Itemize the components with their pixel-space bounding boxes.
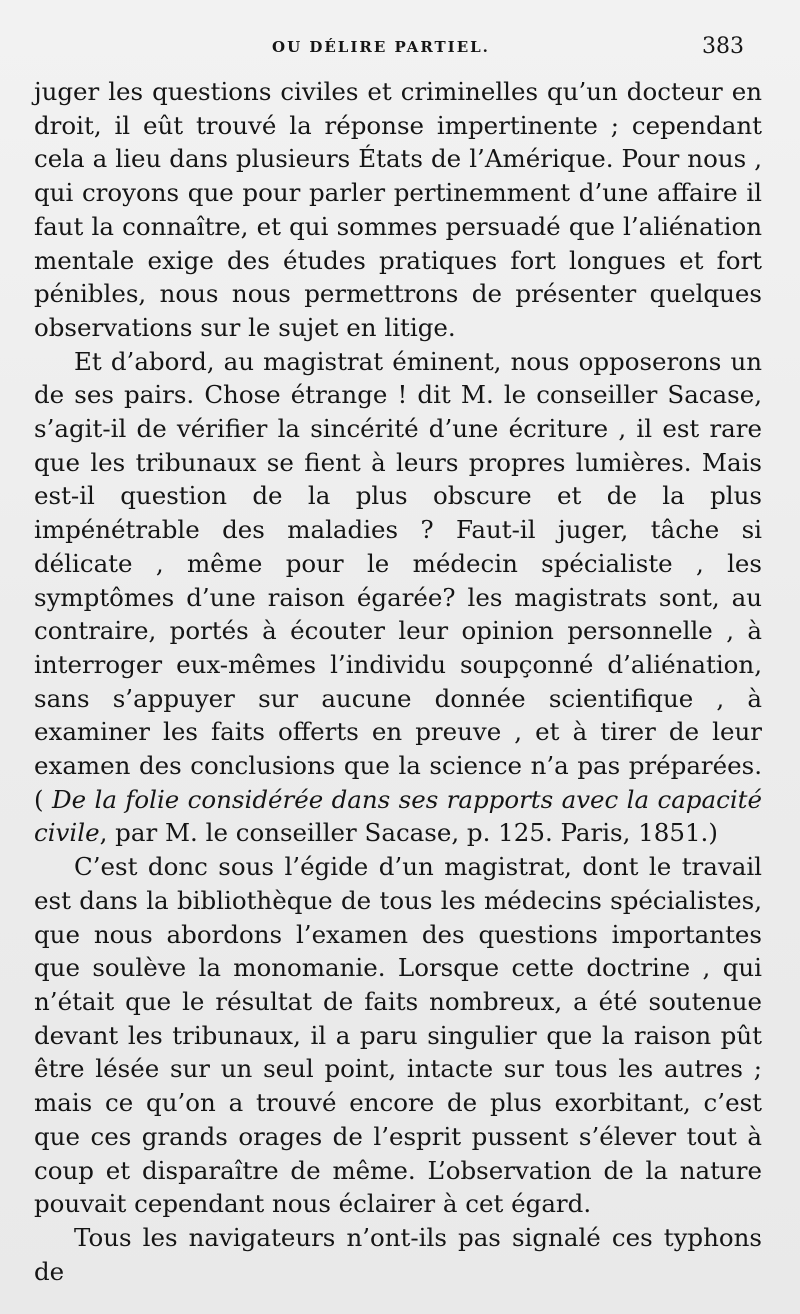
paragraph-text: juger les questions civiles et criminelles qu’un docteur en droit, il eût trouvé la réponse impertinente ; cependant cela a lieu dans plusieurs États de l’Amérique. Pour nous , qui croyons que pour parler pertinemment d’une affaire il faut la connaître, et qui sommes persuadé que l’aliénation mentale exige des études pratiques fort longues et fort pénibles, nous nous permettrons de présenter quelques observations sur le sujet en litige. [34,77,762,342]
paragraph-p3 [34,850,762,1221]
paragraph-text: Tous les navigateurs n’ont-ils pas signalé ces typhons de [34,1222,762,1286]
italic-citation: De la folie considérée dans ses rapports avec la capacité civile [34,784,762,848]
paragraph-text: Et d’abord, au magistrat éminent, nous opposerons un de ses pairs. Chose étrange ! dit M. le conseiller Sacase, s’agit-il de vérifier la sincérité d’une écriture , il est rare que les tribunaux se fient à leurs propres lumières. Mais est-il question de la plus obscure et de la plus impénétrable des maladies ? Faut-il juger, tâche si délicate , même pour le médecin spécialiste , les symptômes d’une raison égarée? les magistrats sont, au contraire, portés à écouter leur opinion personnelle , à interroger eux-mêmes l’individu soupçonné d’aliénation, sans s’appuyer sur aucune donnée scientifique , à examiner les faits offerts en preuve , et à tirer de leur examen des conclusions que la science n’a pas préparées. ( [34,346,762,814]
running-head [0,28,800,68]
paragraph-text: , par M. le conseiller Sacase, p. 125. Paris, 1851.) [99,818,718,848]
page-number: 383 [702,34,744,59]
running-head-title: OU DÉLIRE PARTIEL. [272,38,490,56]
paragraph-p4 [34,1221,762,1288]
paragraph-p1 [34,75,762,345]
paragraph-text: C’est donc sous l’égide d’un magistrat, dont le travail est dans la bibliothèque de tous les médecins spécialistes, que nous abordons l’examen des questions importantes que soulève la monomanie. Lorsque cette doctrine , qui n’était que le résultat de faits nombreux, a été soutenue devant les tribunaux, il a paru singulier que la raison pût être lésée sur un seul point, intacte sur tous les autres ; mais ce qu’on a trouvé encore de plus exorbitant, c’est que ces grands orages de l’esprit pussent s’élever tout à coup et disparaître de même. L’observation de la nature pouvait cependant nous éclairer à cet égard. [34,852,762,1219]
body-text [34,75,762,1288]
paragraph-p2 [34,345,762,851]
